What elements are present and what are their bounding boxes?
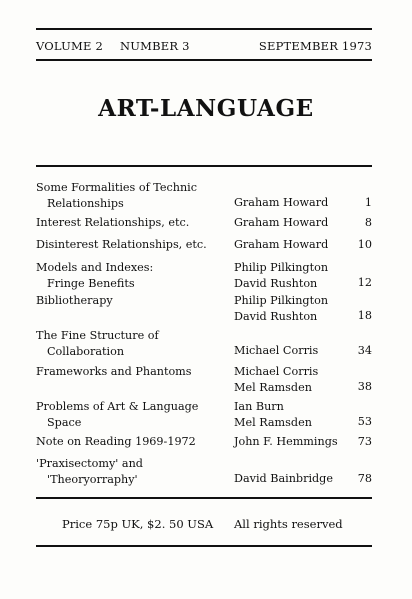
entry-page: 18: [357, 309, 372, 322]
entry-page: 8: [364, 216, 372, 229]
entry-title: Bibliotherapy: [36, 294, 113, 307]
price-text: Price 75p UK, $2. 50 USA: [62, 517, 214, 531]
entry-authors: Philip Pilkington David Rushton: [234, 261, 329, 290]
entry-authors: Graham Howard: [234, 238, 329, 251]
entry-authors: Michael Corris Mel Ramsden: [234, 365, 319, 394]
entry-page: 78: [357, 472, 372, 485]
header-rule: [36, 59, 372, 61]
entry-authors: Philip Pilkington David Rushton: [234, 294, 329, 323]
entry-authors: Michael Corris: [234, 344, 319, 357]
bottom-rule: [36, 545, 372, 547]
entry-page: 10: [357, 238, 372, 251]
entry-authors: David Bainbridge: [234, 472, 333, 485]
entry-authors: Graham Howard: [234, 196, 329, 209]
entry-title: Some Formalities of Technic Relationships: [36, 181, 198, 210]
entry-page: 53: [357, 415, 372, 428]
entry-authors: Graham Howard: [234, 216, 329, 229]
journal-title: ART-LANGUAGE: [98, 95, 314, 122]
entry-authors: Ian Burn Mel Ramsden: [234, 400, 312, 429]
entry-title: Models and Indexes: Fringe Benefits: [36, 261, 154, 290]
contents-bottom-rule: [36, 497, 372, 499]
entry-title: Disinterest Relationships, etc.: [36, 238, 207, 251]
rights-text: All rights reserved: [234, 517, 343, 531]
entry-title: Problems of Art & Language Space: [36, 400, 199, 429]
entry-page: 12: [357, 276, 372, 289]
top-rule: [36, 28, 372, 30]
issue-date: SEPTEMBER 1973: [258, 39, 372, 53]
entry-authors: John F. Hemmings: [234, 435, 338, 448]
entry-page: 73: [357, 435, 372, 448]
number-label: NUMBER 3: [120, 39, 190, 53]
entry-title: Interest Relationships, etc.: [36, 216, 190, 229]
entry-page: 34: [357, 344, 372, 357]
entry-title: Note on Reading 1969-1972: [36, 435, 196, 448]
volume-label: VOLUME 2: [36, 39, 103, 53]
entry-page: 38: [357, 380, 372, 393]
entry-title: The Fine Structure of Collaboration: [36, 329, 159, 358]
entry-title: 'Praxisectomy' and 'Theoryorraphy': [36, 457, 143, 486]
entry-title: Frameworks and Phantoms: [36, 365, 192, 378]
entry-page: 1: [364, 196, 372, 209]
contents-top-rule: [36, 165, 372, 167]
